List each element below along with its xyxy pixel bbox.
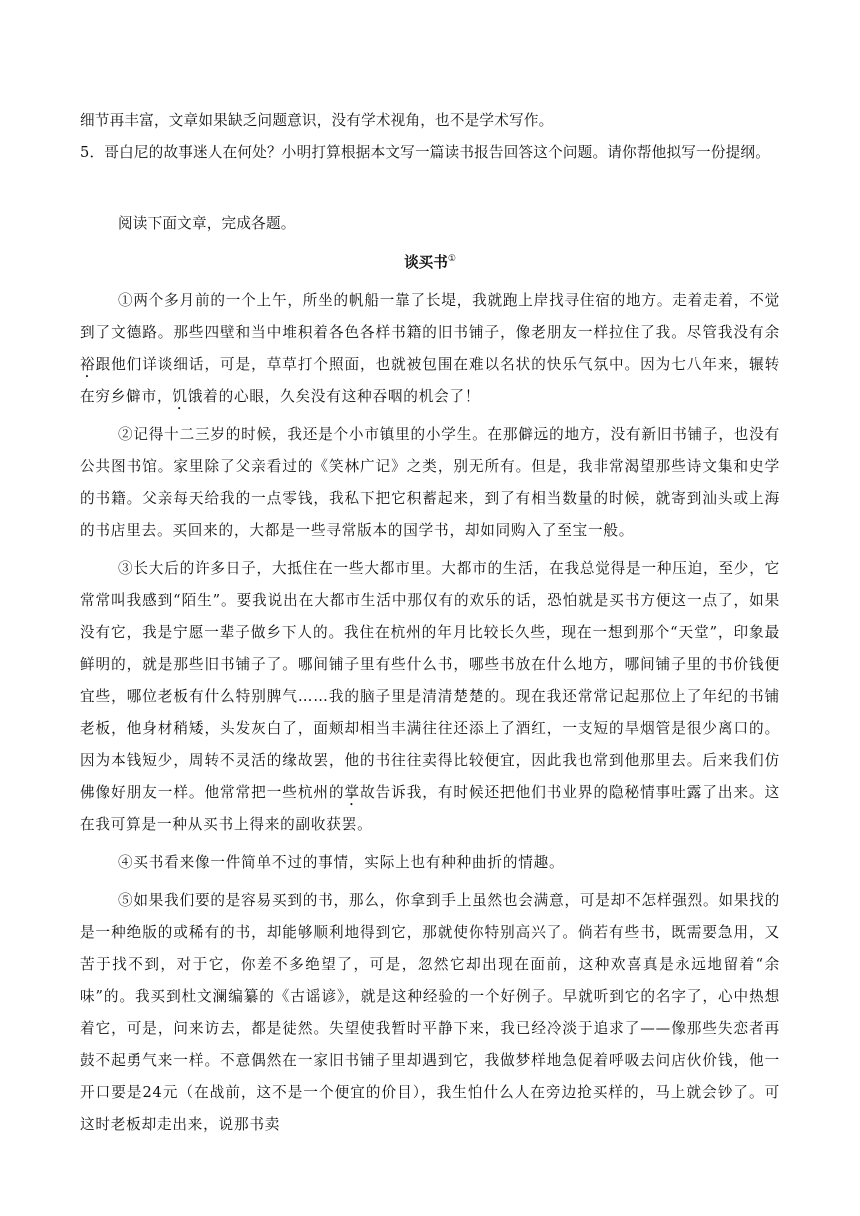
carryover-line: 细节再丰富，文章如果缺乏问题意识，没有学术视角，也不是学术写作。 (80, 112, 554, 129)
paragraph-1-part-b: 跟他们详谈细话，可是，草草打个照面，也就被包围在难以名状的快乐气氛中。因为七八年来，辗转在穷乡僻市， (80, 356, 780, 405)
article-title-text: 谈买书 (404, 254, 448, 271)
paragraph-1 (80, 285, 780, 413)
paragraph-3-part-a: ③长大后的许多日子，大抵住在一些大都市里。大都市的生活，在我总觉得是一种压迫，至少，它常常叫我感到“陌生”。要我说出在大都市生活中那仅有的欢乐的话，恐怕就是买书方便这一点了，如果没有它，我是宁愿一辈子做乡下人的。我住在杭州的年月比较长久些，现在一想到那个“天堂”，印象最鲜明的，就是那些旧书铺子了。哪间铺子里有些什么书，哪些书放在什么地方，哪间铺子里的书价钱便宜些，哪位老板有什么特别脾气……我的脑子里是清清楚楚的。现在我还常常记起那位上了年纪的书铺老板，他身材稍矮，头发灰白了，面颊却相当丰满往往还添上了酒红，一支短的旱烟管是很少离口的。因为本钱短少，周转不灵活的缘故罢，他的书往往卖得比较便宜，因此我也常到他那里去。后来我们仿佛像好朋友一样。他常常把一些杭州的 (80, 560, 780, 801)
paragraph-1-part-c: 饿着的心眼，久矣没有这种吞咽的机会了！ (187, 388, 481, 405)
emphasis-char-2: 饥 (172, 388, 188, 405)
paragraph-1-part-a: ①两个多月前的一个上午，所坐的帆船一靠了长堤，我就跑上岸找寻住宿的地方。走着走着，不觉到了文德路。那些四壁和当中堆积着各色各样书籍的旧书铺子，像老朋友一样拉住了我。尽管我没有余 (80, 292, 780, 341)
emphasis-char-3: 掌 (344, 784, 361, 801)
paragraph-5: ⑤如果我们要的是容易买到的书，那么，你拿到手上虽然也会满意，可是却不怎样强烈。如果找的是一种绝版的或稀有的书，却能够顺利地得到它，那就使你特别高兴了。倘若有些书，既需要急用，又苦于找不到，对于它，你差不多绝望了，可是，忽然它却出现在面前，这种欢喜真是永远地留着“余味”的。我买到杜文澜编纂的《古谣谚》，就是这种经验的一个好例子。早就听到它的名字了，心中热想着它，可是，问来访去，都是徒然。失望使我暂时平静下来，我已经冷淡于追求了——像那些失恋者再鼓不起勇气来一样。不意偶然在一家旧书铺子里却遇到它，我做梦样地急促着呼吸去问店伙价钱，他一开口要是24元（在战前，这不是一个便宜的价目），我生怕什么人在旁边抢买样的，马上就会钞了。可这时老板却走出来，说那书卖 (80, 892, 780, 1133)
paragraph-2: ②记得十二三岁的时候，我还是个小市镇里的小学生。在那僻远的地方，没有新旧书铺子，也没有公共图书馆。家里除了父亲看过的《笑林广记》之类，别无所有。但是，我非常渴望那些诗文集和史学的书籍。父亲每天给我的一点零钱，我私下把它积蓄起来，到了有相当数量的时候，就寄到汕头或上海的书店里去。买回来的，大都是一些寻常版本的国学书，却如同购入了至宝一般。 (80, 426, 780, 539)
reading-instruction: 阅读下面文章，完成各题。 (118, 215, 296, 232)
paragraph-3 (80, 553, 780, 841)
paragraph-4: ④买书看来像一件简单不过的事情，实际上也有种种曲折的情趣。 (118, 854, 565, 871)
paragraph-3-part-b: 故告诉我，有时候还把他们书业界的隐秘情事吐露了出来。这在我可算是一种从买书上得来的副收获罢。 (80, 784, 780, 833)
question-5: 5．哥白尼的故事迷人在何处？小明打算根据本文写一篇读书报告回答这个问题。请你帮他拟写一份提纲。 (80, 144, 771, 161)
footnote-mark: ① (447, 254, 456, 264)
emphasis-char-1: 裕 (80, 356, 96, 373)
article-title (80, 247, 780, 279)
